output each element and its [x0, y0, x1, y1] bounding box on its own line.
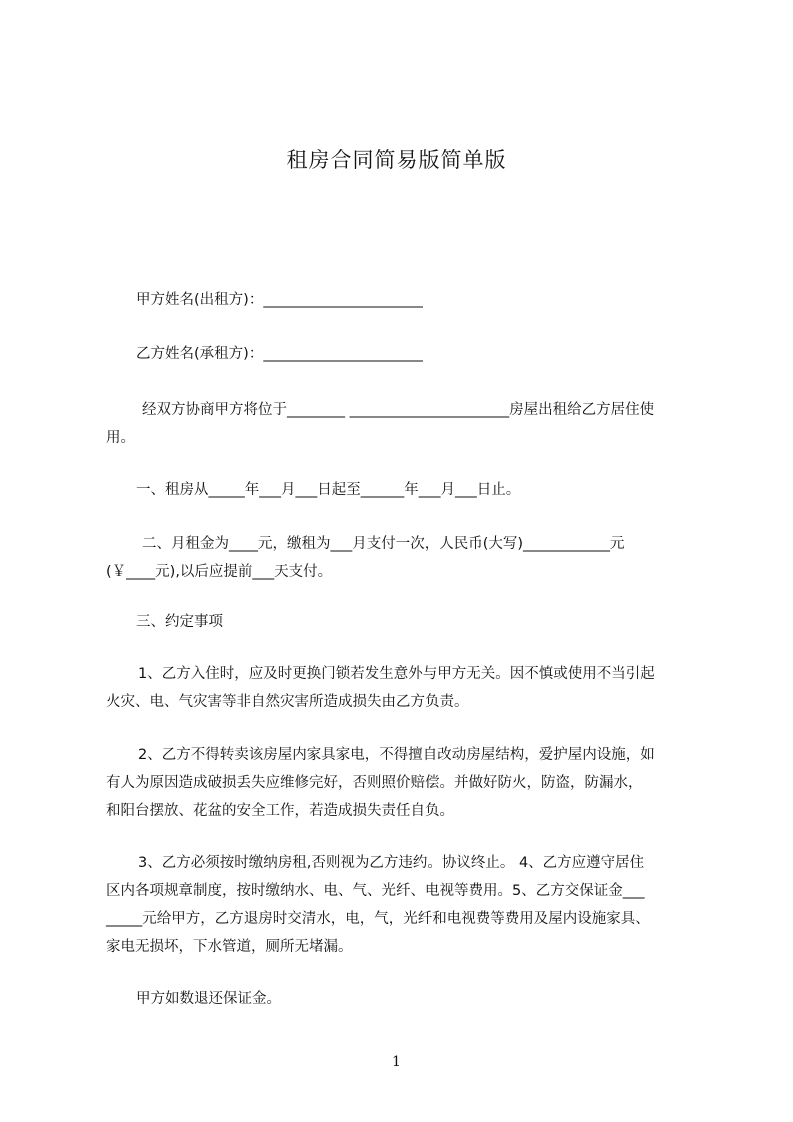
item-1-line-1: 1、乙方入住时，应及时更换门锁若发生意外与甲方无关。因不慎或使用不当引起: [138, 666, 655, 682]
page-number: 1: [392, 1054, 401, 1070]
party-a-line: 甲方姓名(出租方)：______________________: [136, 292, 423, 308]
item-3-line-3: _____元给甲方，乙方退房时交清水，电，气，光纤和电视费等费用及屋内设施家具、: [106, 911, 650, 927]
clause-3-heading: 三、约定事项: [136, 614, 223, 630]
intro-line-2: 用。: [106, 430, 135, 446]
item-3-line-2: 区内各项规章制度，按时缴纳水、电、气、光纤、电视等费用。5、乙方交保证金___: [106, 883, 645, 899]
document-title: 租房合同简易版简单版: [286, 148, 507, 172]
clause-1: 一、租房从_____年___月___日起至______年___月___日止。: [136, 482, 521, 498]
party-b-line: 乙方姓名(承租方)：______________________: [136, 346, 423, 362]
closing-line: 甲方如数退还保证金。: [136, 991, 281, 1007]
item-3-line-1: 3、乙方必须按时缴纳房租,否则视为乙方违约。协议终止。 4、乙方应遵守居住: [138, 855, 645, 871]
item-2-line-3: 和阳台摆放、花盆的安全工作，若造成损失责任自负。: [106, 803, 454, 819]
item-3-line-4: 家电无损坏，下水管道，厕所无堵漏。: [106, 939, 353, 955]
item-1-line-2: 火灾、电、气灾害等非自然灾害所造成损失由乙方负责。: [106, 694, 469, 710]
item-2-line-2: 有人为原因造成破损丢失应维修完好，否则照价赔偿。并做好防火，防盗，防漏水，: [106, 775, 643, 791]
intro-line-1: 经双方协商甲方将位于________ ______________________房屋出租给乙方居住使: [142, 402, 655, 418]
clause-2-line-1: 二、月租金为____元，缴租为___月支付一次，人民币(大写)____________元: [142, 536, 625, 552]
clause-2-line-2: (￥____元),以后应提前___天支付。: [106, 564, 333, 580]
item-2-line-1: 2、乙方不得转卖该房屋内家具家电，不得擅自改动房屋结构，爱护屋内设施，如: [138, 747, 655, 763]
